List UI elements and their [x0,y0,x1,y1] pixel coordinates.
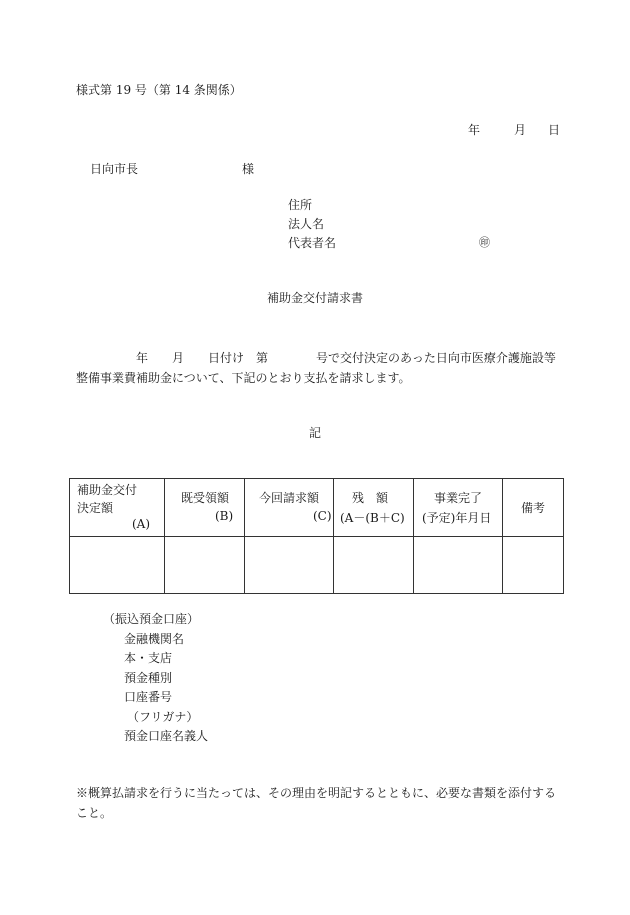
bank-item-branch: 本・支店 [124,651,173,665]
input-current-claim[interactable] [245,537,334,594]
header-balance: 残 額 (A－(B＋C) [334,479,414,537]
table-input-row [70,537,564,594]
ki-heading: 記 [308,426,321,440]
addressee-honorific: 様 [242,162,255,176]
input-received-amount[interactable] [165,537,245,594]
header-completion-date: 事業完了 (予定)年月日 [414,479,503,537]
addressee [90,161,255,177]
input-remarks[interactable] [503,537,564,594]
date-day: 日 [548,123,561,137]
header-decided-amount: 補助金交付 決定額 (A) [70,479,165,537]
document-title: 補助金交付請求書 [266,291,363,305]
representative-row [288,235,490,254]
address-label: 住所 [288,198,313,212]
footnote: ※概算払請求を行うに当たっては、その理由を明記するとともに、必要な書類を添付すること。 [76,786,557,820]
bank-item-institution: 金融機関名 [124,631,185,646]
addressee-name: 日向市長 [90,162,139,176]
date-month: 月 [514,123,527,137]
seal-mark: ㊞ [479,236,490,249]
claim-table [69,478,564,594]
form-number: 様式第 19 号（第 14 条関係） [76,83,242,97]
bank-account-block [103,611,208,748]
representative-label: 代表者名 [288,236,337,250]
applicant-block [288,197,490,254]
bank-item-number: 口座番号 [124,690,173,704]
date-year: 年 [468,123,481,137]
input-balance[interactable] [334,537,414,594]
request-body: 年 月 日付け 第 号で交付決定のあった日向市医療介護施設等整備事業費補助金について、下記のとおり支払を請求します。 [76,351,556,385]
bank-item-holder: 預金口座名義人 [124,729,209,743]
bank-item-furigana: （フリガナ） [127,709,199,724]
bank-heading: （振込預金口座） [103,612,200,626]
input-completion-date[interactable] [414,537,503,594]
input-decided-amount[interactable] [70,537,165,594]
header-received-amount: 既受領額 (B) [165,479,245,537]
bank-item-type: 預金種別 [124,670,173,685]
corp-name-label: 法人名 [288,217,325,231]
header-remarks: 備考 [503,479,564,537]
date-line [468,122,560,138]
table-header-row [70,479,564,537]
header-current-claim: 今回請求額 (C) [245,479,334,537]
